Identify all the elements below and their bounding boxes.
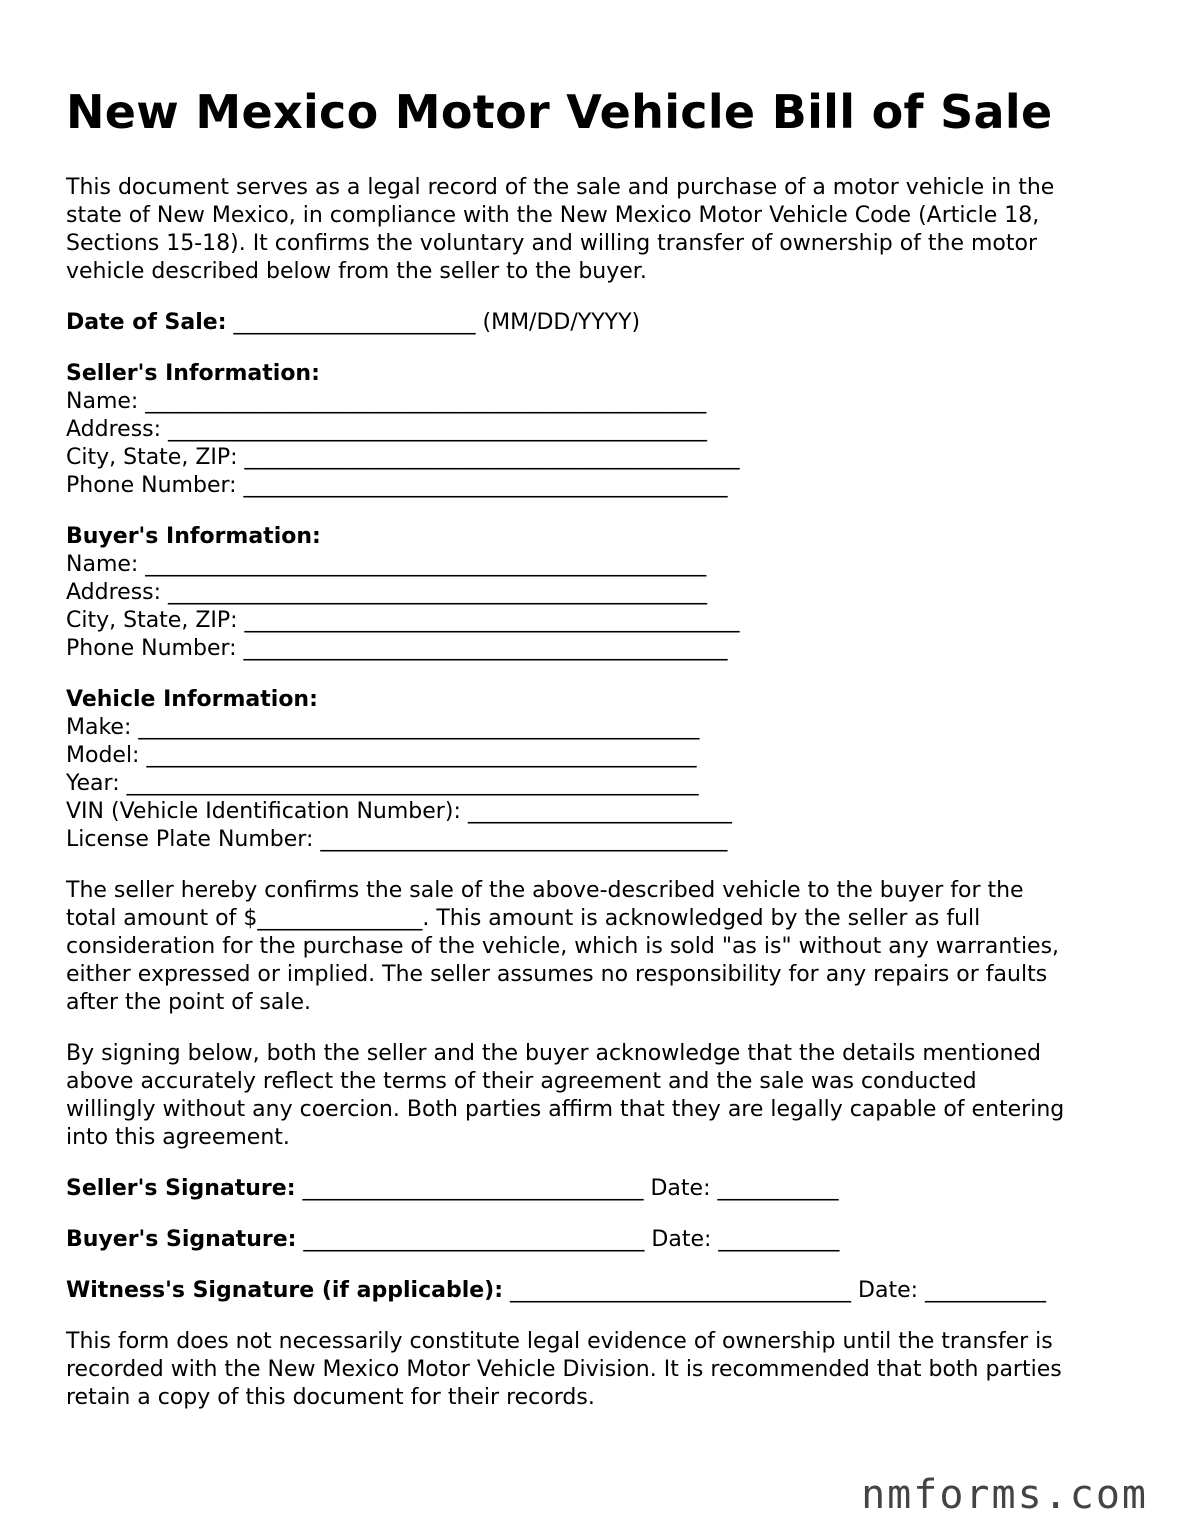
buyer-signature-blank: _______________________________ Date: ___________ — [303, 1227, 840, 1252]
seller-city-field: City, State, ZIP: _____________________________________________ — [66, 445, 740, 470]
sale-terms-paragraph — [66, 877, 1126, 1017]
seller-signature-blank: _______________________________ Date: ___________ — [302, 1176, 839, 1201]
bill-of-sale-document — [66, 84, 1126, 1412]
seller-information-section — [66, 360, 1126, 500]
buyer-name-field: Name: ___________________________________________________ — [66, 552, 707, 577]
vehicle-plate-field: License Plate Number: _____________________________________ — [66, 827, 728, 852]
buyer-signature-line — [66, 1226, 1126, 1254]
buyer-heading: Buyer's Information: — [66, 524, 321, 549]
intro-paragraph — [66, 174, 1126, 286]
footer-line: This form does not necessarily constitute legal evidence of ownership until the transfer is — [66, 1329, 1053, 1354]
acknowledgement-line: By signing below, both the seller and the buyer acknowledge that the details mentioned — [66, 1041, 1041, 1066]
site-watermark: nmforms.com — [861, 1472, 1148, 1518]
witness-signature-line — [66, 1277, 1126, 1305]
buyer-phone-field: Phone Number: ____________________________________________ — [66, 636, 728, 661]
seller-signature-label: Seller's Signature: — [66, 1176, 296, 1201]
acknowledgement-line: above accurately reflect the terms of their agreement and the sale was conducted — [66, 1069, 977, 1094]
vehicle-heading: Vehicle Information: — [66, 687, 318, 712]
seller-name-field: Name: ___________________________________________________ — [66, 389, 707, 414]
seller-heading: Seller's Information: — [66, 361, 320, 386]
seller-address-field: Address: _________________________________________________ — [66, 417, 708, 442]
sale-terms-line: The seller hereby confirms the sale of the above-described vehicle to the buyer for the — [66, 878, 1024, 903]
vehicle-information-section — [66, 686, 1126, 854]
vehicle-make-field: Make: ___________________________________________________ — [66, 715, 700, 740]
buyer-signature-label: Buyer's Signature: — [66, 1227, 297, 1252]
vehicle-model-field: Model: __________________________________________________ — [66, 743, 697, 768]
vehicle-year-field: Year: ____________________________________________________ — [66, 771, 699, 796]
acknowledgement-line: into this agreement. — [66, 1125, 290, 1150]
witness-signature-label: Witness's Signature (if applicable): — [66, 1278, 504, 1303]
date-of-sale-blank: ______________________ — [233, 310, 476, 335]
footer-paragraph — [66, 1328, 1126, 1412]
buyer-information-section — [66, 523, 1126, 663]
page-title: New Mexico Motor Vehicle Bill of Sale — [66, 85, 1053, 139]
date-format-hint: (MM/DD/YYYY) — [482, 310, 641, 335]
footer-line: retain a copy of this document for their records. — [66, 1385, 595, 1410]
acknowledgement-paragraph — [66, 1040, 1126, 1152]
intro-line: Sections 15-18). It confirms the voluntary and willing transfer of ownership of the motor — [66, 231, 1038, 256]
sale-terms-line: either expressed or implied. The seller assumes no responsibility for any repairs or faults — [66, 962, 1048, 987]
footer-line: recorded with the New Mexico Motor Vehicle Division. It is recommended that both parties — [66, 1357, 1062, 1382]
sale-terms-line: after the point of sale. — [66, 990, 312, 1015]
seller-phone-field: Phone Number: ____________________________________________ — [66, 473, 728, 498]
sale-terms-line: total amount of $_______________. This amount is acknowledged by the seller as full — [66, 906, 981, 931]
date-of-sale-field — [66, 309, 1126, 337]
witness-signature-blank: _______________________________ Date: ___________ — [510, 1278, 1047, 1303]
seller-signature-line — [66, 1175, 1126, 1203]
intro-line: This document serves as a legal record of the sale and purchase of a motor vehicle in the — [66, 175, 1055, 200]
acknowledgement-line: willingly without any coercion. Both parties affirm that they are legally capable of entering — [66, 1097, 1065, 1122]
intro-line: vehicle described below from the seller to the buyer. — [66, 259, 647, 284]
vehicle-vin-field: VIN (Vehicle Identification Number): ________________________ — [66, 799, 732, 824]
sale-terms-line: consideration for the purchase of the vehicle, which is sold "as is" without any warranties, — [66, 934, 1060, 959]
date-of-sale-label: Date of Sale: — [66, 310, 227, 335]
buyer-city-field: City, State, ZIP: _____________________________________________ — [66, 608, 740, 633]
intro-line: state of New Mexico, in compliance with the New Mexico Motor Vehicle Code (Article 18, — [66, 203, 1040, 228]
buyer-address-field: Address: _________________________________________________ — [66, 580, 708, 605]
